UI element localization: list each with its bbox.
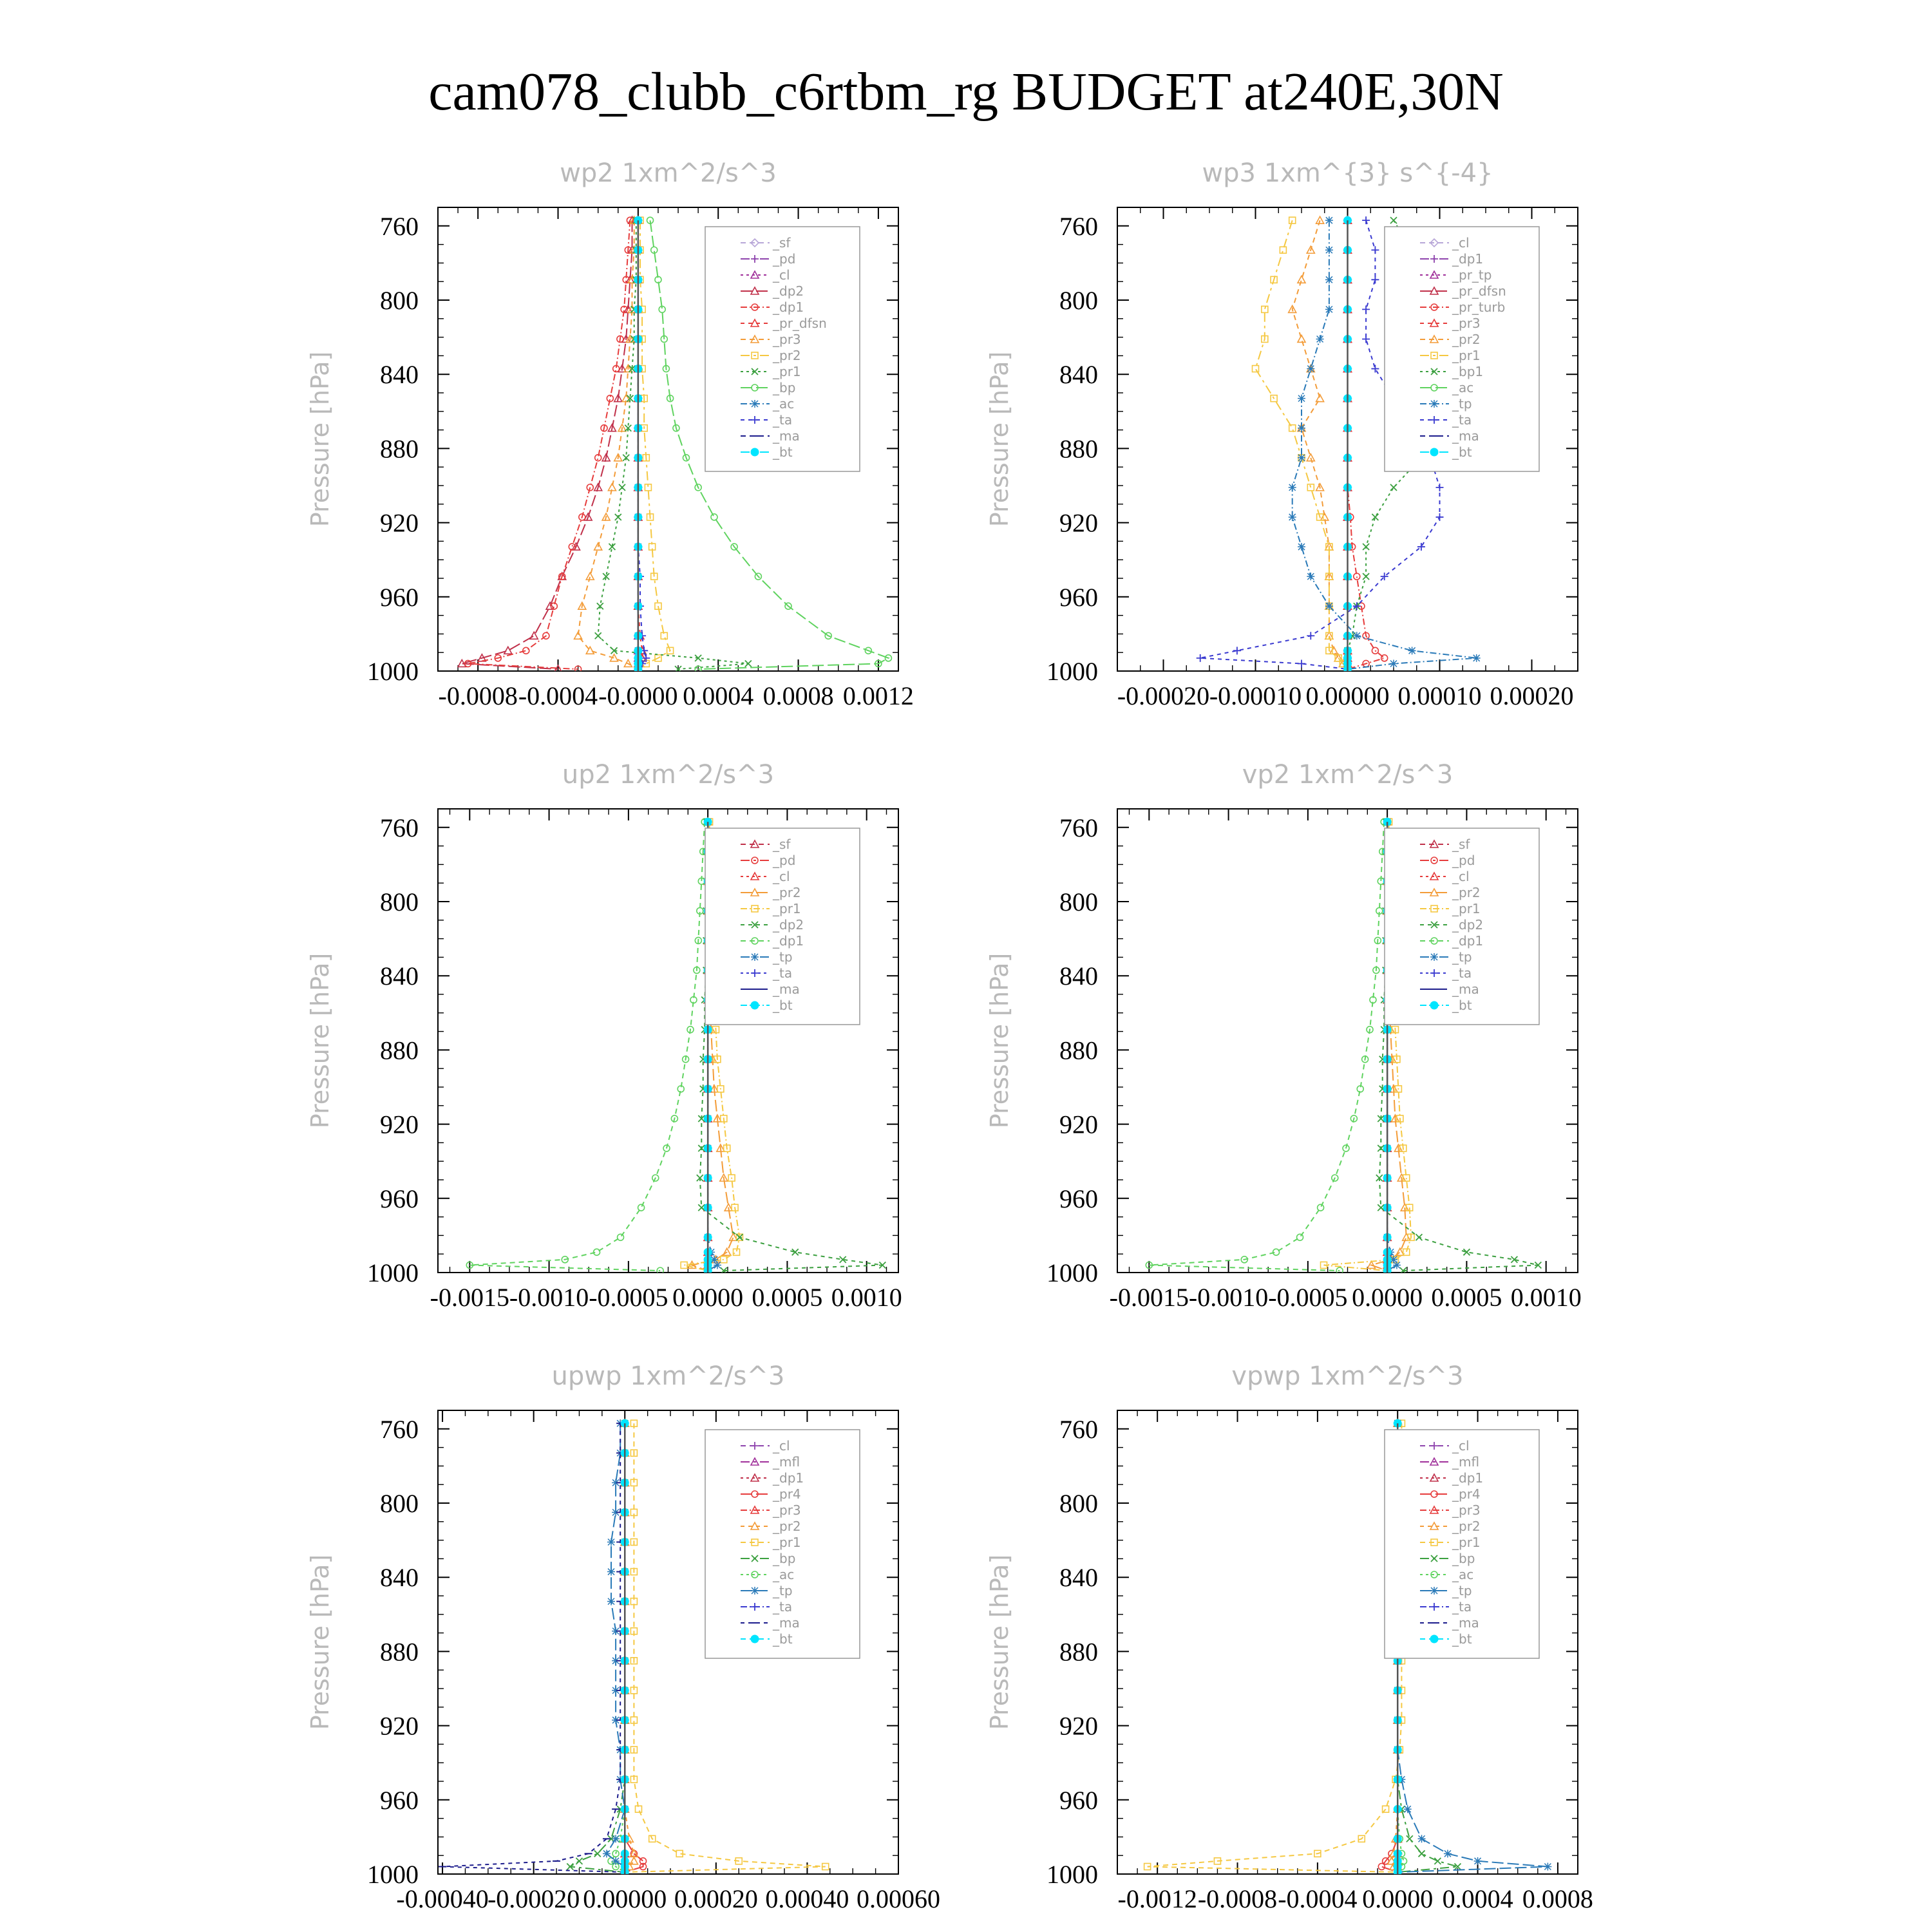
panel-title: vpwp 1xm^2/s^3 [1231, 1361, 1464, 1391]
legend-marker-bt [1430, 1635, 1438, 1643]
legend-marker-tp [1430, 400, 1438, 408]
x-tick-label: 0.0010 [1510, 1283, 1582, 1312]
data-point-tp [1298, 395, 1305, 402]
x-tick-label: 0.00000 [583, 1884, 667, 1913]
data-point-tp [1408, 647, 1416, 654]
x-tick-label: -0.00020 [487, 1884, 580, 1913]
y-tick-label: 800 [380, 286, 419, 315]
y-tick-label: 840 [1059, 1563, 1098, 1593]
x-tick-label: 0.0000 [1352, 1283, 1423, 1312]
y-tick-label: 1000 [1046, 1258, 1098, 1287]
y-tick-label: 920 [380, 508, 419, 538]
legend-label-bp1: _bp1 [1452, 364, 1484, 379]
panel-title: wp3 1xm^{3} s^{-4} [1202, 158, 1493, 188]
legend-label-pr_dfsn: _pr_dfsn [773, 316, 827, 331]
legend-label-sf: _sf [1452, 837, 1470, 852]
y-tick-label: 760 [380, 211, 419, 241]
data-point-tp [1473, 654, 1481, 662]
legend-label-ac: _ac [1452, 380, 1474, 395]
legend [705, 227, 860, 471]
data-point-tp [603, 1850, 611, 1857]
x-tick-label: -0.0015 [430, 1283, 509, 1312]
legend-marker-bt [1430, 448, 1438, 456]
legend-label-pr1: _pr1 [1452, 901, 1481, 916]
data-point-tp [607, 1568, 615, 1576]
x-tick-label: 0.0000 [672, 1283, 744, 1312]
legend-label-pr1: _pr1 [773, 364, 801, 379]
legend-label-pd: _pd [1452, 853, 1475, 868]
legend-label-bt: _bt [1452, 444, 1472, 460]
x-tick-label: -0.0005 [589, 1283, 668, 1312]
data-point-tp [1325, 602, 1333, 610]
y-tick-label: 1000 [1046, 657, 1098, 686]
legend-label-dp1: _dp1 [773, 933, 804, 949]
legend-label-sf: _sf [773, 837, 791, 852]
legend-label-pr3: _pr3 [773, 332, 801, 347]
legend-label-pr4: _pr4 [773, 1486, 801, 1502]
legend-label-cl: _cl [1452, 1438, 1470, 1454]
legend-label-ta: _ta [1452, 965, 1472, 981]
legend-label-dp1: _dp1 [773, 1470, 804, 1486]
legend-marker-bt [751, 1001, 759, 1009]
data-point-tp [1298, 543, 1305, 551]
y-tick-label: 1000 [367, 1258, 419, 1287]
legend-label-pd: _pd [773, 853, 796, 868]
data-point-tp [1307, 573, 1314, 580]
x-tick-label: 0.0004 [683, 681, 754, 710]
legend-label-dp2: _dp2 [773, 917, 804, 933]
legend-label-dp1: _dp1 [1452, 1470, 1484, 1486]
legend-label-tp: _tp [1452, 1583, 1472, 1598]
legend-label-cl: _cl [773, 1438, 790, 1454]
legend-label-pd: _pd [773, 251, 796, 267]
legend-label-dp1: _dp1 [773, 299, 804, 315]
data-point-tp [1444, 1850, 1452, 1857]
panel-title: upwp 1xm^2/s^3 [551, 1361, 785, 1391]
legend-label-pr3: _pr3 [773, 1502, 801, 1518]
legend-label-dp2: _dp2 [773, 283, 804, 299]
x-tick-label: 0.00020 [1490, 681, 1574, 710]
y-tick-label: 840 [1059, 360, 1098, 390]
legend-label-dp2: _dp2 [1452, 917, 1484, 933]
y-tick-label: 960 [380, 1785, 419, 1815]
y-tick-label: 800 [1059, 887, 1098, 916]
data-point-tp [612, 1857, 620, 1865]
y-tick-label: 880 [1059, 1036, 1098, 1065]
legend-label-pr2: _pr2 [1452, 1519, 1481, 1534]
legend-label-cl: _cl [1452, 869, 1470, 884]
x-tick-label: -0.0015 [1109, 1283, 1189, 1312]
data-point-tp [1544, 1862, 1551, 1870]
legend-label-bp: _bp [773, 1551, 796, 1566]
data-point-tp [1316, 335, 1324, 343]
x-tick-label: -0.0004 [518, 681, 598, 710]
legend-label-ta: _ta [1452, 412, 1472, 428]
legend-label-dp1: _dp1 [1452, 251, 1484, 267]
y-axis-label: Pressure [hPa] [985, 952, 1014, 1129]
y-tick-label: 880 [380, 434, 419, 464]
legend-label-pr1: _pr1 [1452, 1535, 1481, 1550]
x-tick-label: -0.00010 [1209, 681, 1302, 710]
y-tick-label: 1000 [367, 657, 419, 686]
data-point-tp [1325, 216, 1333, 224]
legend-label-pr2: _pr2 [773, 1519, 801, 1534]
legend-label-bt: _bt [1452, 1631, 1472, 1647]
legend-label-pr2: _pr2 [773, 348, 801, 363]
x-tick-label: -0.0010 [509, 1283, 589, 1312]
y-tick-label: 920 [380, 1711, 419, 1741]
legend-label-tp: _tp [1452, 396, 1472, 412]
y-tick-label: 840 [380, 1563, 419, 1593]
y-tick-label: 960 [1059, 582, 1098, 612]
legend-marker-bt [751, 448, 759, 456]
data-point-tp [1418, 1835, 1426, 1842]
data-point-tp [1393, 1261, 1401, 1269]
legend-label-ta: _ta [773, 1599, 793, 1615]
panel-title: up2 1xm^2/s^3 [562, 760, 775, 790]
y-tick-label: 1000 [367, 1860, 419, 1889]
legend-label-tp: _tp [1452, 949, 1472, 965]
legend-marker-tp [751, 1587, 759, 1595]
data-point-tp [1298, 424, 1305, 432]
legend-label-ac: _ac [1452, 1567, 1474, 1582]
legend [705, 828, 860, 1025]
legend-label-ma: _ma [1452, 428, 1479, 444]
legend-label-pr_turb: _pr_turb [1452, 299, 1506, 315]
x-tick-label: -0.0000 [598, 681, 678, 710]
legend-marker-tp [1430, 953, 1438, 961]
legend-label-bp: _bp [1452, 1551, 1475, 1566]
x-tick-label: 0.0008 [762, 681, 834, 710]
legend-label-mfl: _mfl [1452, 1454, 1480, 1470]
data-point-tp [1289, 513, 1296, 521]
legend-label-pr_dfsn: _pr_dfsn [1452, 283, 1506, 299]
x-tick-label: 0.0012 [842, 681, 914, 710]
legend-label-sf: _sf [773, 235, 791, 251]
data-point-tp [1390, 659, 1397, 667]
data-point-tp [612, 1835, 620, 1842]
legend-label-ta: _ta [773, 965, 793, 981]
y-tick-label: 880 [380, 1036, 419, 1065]
legend-label-ta: _ta [1452, 1599, 1472, 1615]
y-tick-label: 920 [1059, 1711, 1098, 1741]
y-tick-label: 880 [1059, 1637, 1098, 1667]
x-tick-label: -0.0008 [438, 681, 518, 710]
y-tick-label: 800 [380, 887, 419, 916]
legend-label-cl: _cl [773, 869, 790, 884]
legend-label-ac: _ac [773, 1567, 795, 1582]
y-axis-label: Pressure [hPa] [306, 351, 334, 527]
legend-label-pr2: _pr2 [1452, 332, 1481, 347]
legend-label-ma: _ma [773, 981, 800, 997]
x-tick-label: 0.0004 [1442, 1884, 1513, 1913]
figure-title: cam078_clubb_c6rtbm_rg BUDGET at240E,30N [428, 62, 1504, 122]
legend-label-pr2: _pr2 [773, 885, 801, 900]
y-tick-label: 920 [1059, 508, 1098, 538]
legend-label-ma: _ma [773, 428, 800, 444]
legend-label-ma: _ma [1452, 1615, 1479, 1631]
x-tick-label: 0.00040 [765, 1884, 849, 1913]
x-tick-label: -0.0005 [1268, 1283, 1348, 1312]
y-tick-label: 1000 [1046, 1860, 1098, 1889]
data-point-tp [1325, 246, 1333, 254]
y-tick-label: 760 [380, 1414, 419, 1444]
legend-label-bt: _bt [1452, 998, 1472, 1013]
legend-label-ma: _ma [773, 1615, 800, 1631]
x-tick-label: 0.0000 [1362, 1884, 1434, 1913]
data-point-tp [607, 1538, 615, 1546]
y-axis-label: Pressure [hPa] [985, 351, 1014, 527]
legend [1385, 1430, 1539, 1658]
y-tick-label: 840 [1059, 961, 1098, 991]
y-tick-label: 960 [380, 582, 419, 612]
data-point-tp [607, 1598, 615, 1605]
legend-label-pr1: _pr1 [773, 1535, 801, 1550]
x-tick-label: -0.0004 [1278, 1884, 1358, 1913]
legend-label-cl: _cl [773, 267, 790, 283]
x-tick-label: -0.0008 [1197, 1884, 1278, 1913]
panel-title: vp2 1xm^2/s^3 [1242, 760, 1454, 790]
y-tick-label: 760 [380, 813, 419, 842]
x-tick-label: -0.0012 [1117, 1884, 1197, 1913]
y-tick-label: 920 [380, 1110, 419, 1139]
legend-label-pr1: _pr1 [1452, 348, 1481, 363]
legend-marker-tp [751, 953, 759, 961]
legend-label-ta: _ta [773, 412, 793, 428]
legend-label-pr1: _pr1 [773, 901, 801, 916]
x-tick-label: -0.0010 [1188, 1283, 1269, 1312]
y-tick-label: 760 [1059, 813, 1098, 842]
x-tick-label: 0.0008 [1522, 1884, 1593, 1913]
legend [1385, 828, 1539, 1025]
y-tick-label: 960 [380, 1184, 419, 1213]
data-point-tp [714, 1261, 721, 1269]
legend-label-bp: _bp [773, 380, 796, 395]
y-tick-label: 880 [1059, 434, 1098, 464]
legend-label-tp: _tp [773, 949, 793, 965]
y-tick-label: 800 [380, 1489, 419, 1518]
y-tick-label: 840 [380, 360, 419, 390]
x-tick-label: 0.00000 [1305, 681, 1390, 710]
x-tick-label: -0.00020 [1117, 681, 1210, 710]
x-tick-label: 0.0010 [831, 1283, 902, 1312]
data-point-tp [1307, 365, 1314, 373]
legend-marker-tp [1430, 1587, 1438, 1595]
y-tick-label: 880 [380, 1637, 419, 1667]
legend-label-ma: _ma [1452, 981, 1479, 997]
y-axis-label: Pressure [hPa] [985, 1554, 1014, 1730]
legend-label-mfl: _mfl [773, 1454, 800, 1470]
legend-label-cl: _cl [1452, 235, 1470, 251]
legend-label-bt: _bt [773, 444, 793, 460]
y-tick-label: 840 [380, 961, 419, 991]
legend-label-pr_tp: _pr_tp [1452, 267, 1492, 283]
legend-label-pr4: _pr4 [1452, 1486, 1481, 1502]
y-tick-label: 920 [1059, 1110, 1098, 1139]
data-point-tp [1289, 484, 1296, 491]
x-tick-label: 0.0005 [1431, 1283, 1502, 1312]
legend-marker-bt [751, 1635, 759, 1643]
data-point-tp [1404, 1805, 1412, 1813]
data-point-tp [1353, 632, 1361, 639]
legend-label-pr3: _pr3 [1452, 316, 1481, 331]
legend-label-tp: _tp [773, 1583, 793, 1598]
legend [1385, 227, 1539, 471]
x-tick-label: 0.00010 [1397, 681, 1482, 710]
legend-label-bt: _bt [773, 998, 793, 1013]
x-tick-label: -0.00040 [396, 1884, 489, 1913]
y-tick-label: 960 [1059, 1785, 1098, 1815]
data-point-tp [1298, 454, 1305, 462]
y-tick-label: 760 [1059, 211, 1098, 241]
x-tick-label: 0.00060 [857, 1884, 940, 1913]
y-axis-label: Pressure [hPa] [306, 952, 334, 1129]
legend-marker-bt [1430, 1001, 1438, 1009]
panel-title: wp2 1xm^2/s^3 [560, 158, 777, 188]
y-axis-label: Pressure [hPa] [306, 1554, 334, 1730]
y-tick-label: 800 [1059, 286, 1098, 315]
legend-label-bt: _bt [773, 1631, 793, 1647]
y-tick-label: 960 [1059, 1184, 1098, 1213]
y-tick-label: 760 [1059, 1414, 1098, 1444]
legend-label-dp1: _dp1 [1452, 933, 1484, 949]
data-point-tp [1325, 305, 1333, 313]
legend-marker-ac [751, 400, 759, 408]
x-tick-label: 0.0005 [752, 1283, 823, 1312]
legend-label-pr3: _pr3 [1452, 1502, 1481, 1518]
data-point-tp [1325, 276, 1333, 283]
legend-label-ac: _ac [773, 396, 795, 412]
y-tick-label: 800 [1059, 1489, 1098, 1518]
legend [705, 1430, 860, 1658]
legend-label-pr2: _pr2 [1452, 885, 1481, 900]
data-point-tp [1474, 1857, 1482, 1865]
x-tick-label: 0.00020 [674, 1884, 758, 1913]
